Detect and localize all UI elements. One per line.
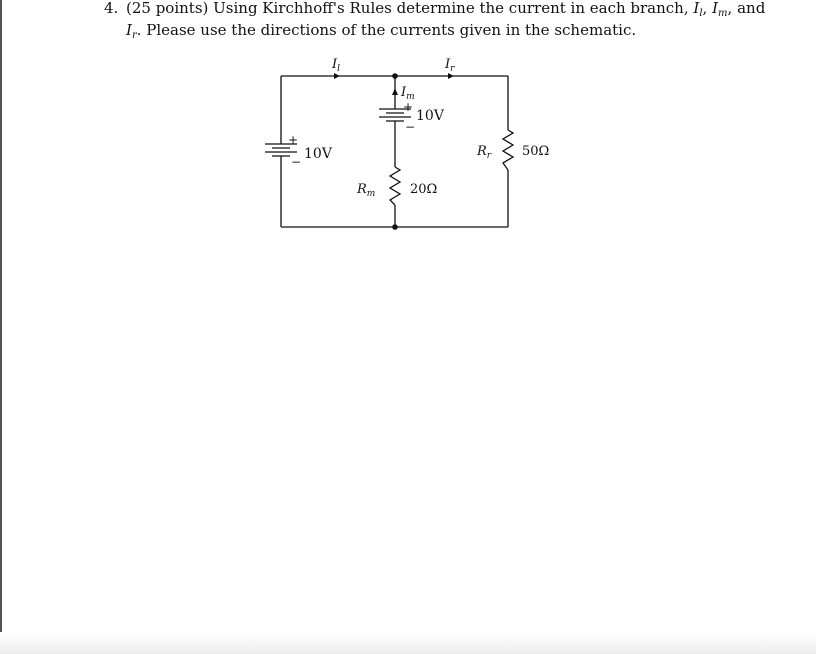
and-word: and bbox=[737, 0, 766, 17]
current-symbol-im: $I_m$ bbox=[712, 0, 728, 19]
middle-battery-minus: − bbox=[405, 120, 416, 134]
middle-resistance-value: 20Ω bbox=[410, 182, 438, 197]
label-rm: $R_m$ bbox=[357, 182, 376, 199]
label-rr: $R_r$ bbox=[477, 144, 492, 161]
left-battery-voltage: 10V bbox=[304, 146, 332, 162]
label-il: $I_l$ bbox=[332, 57, 341, 74]
problem-number: 4. bbox=[104, 0, 119, 17]
middle-resistor-zigzag bbox=[390, 167, 400, 205]
problem-line-1: 4. (25 points) Using Kirchhoff's Rules determine the current in each branch, $I_l$, $I_m$, and bbox=[104, 0, 804, 19]
right-resistance-value: 50Ω bbox=[522, 144, 550, 159]
arrow-im bbox=[392, 88, 398, 95]
junction-bottom bbox=[392, 224, 398, 230]
problem-text-line-1: (25 points) Using Kirchhoff's Rules determine the current in each branch, bbox=[126, 0, 689, 17]
label-ir: $I_r$ bbox=[445, 57, 455, 74]
current-symbol-il: $I_l$ bbox=[693, 0, 703, 19]
page-bottom-edge bbox=[0, 632, 816, 654]
right-resistor-zigzag bbox=[503, 130, 513, 170]
left-battery-minus: − bbox=[291, 155, 302, 169]
problem-text-line-2: . Please use the directions of the currents given in the schematic. bbox=[136, 21, 637, 39]
middle-battery-plus: + bbox=[403, 100, 414, 114]
label-im: $I_m$ bbox=[401, 85, 415, 102]
current-symbol-ir: $I_r$ bbox=[126, 21, 137, 41]
left-battery-plus: + bbox=[288, 133, 299, 147]
junction-top bbox=[392, 73, 398, 79]
middle-battery-voltage: 10V bbox=[416, 108, 444, 124]
